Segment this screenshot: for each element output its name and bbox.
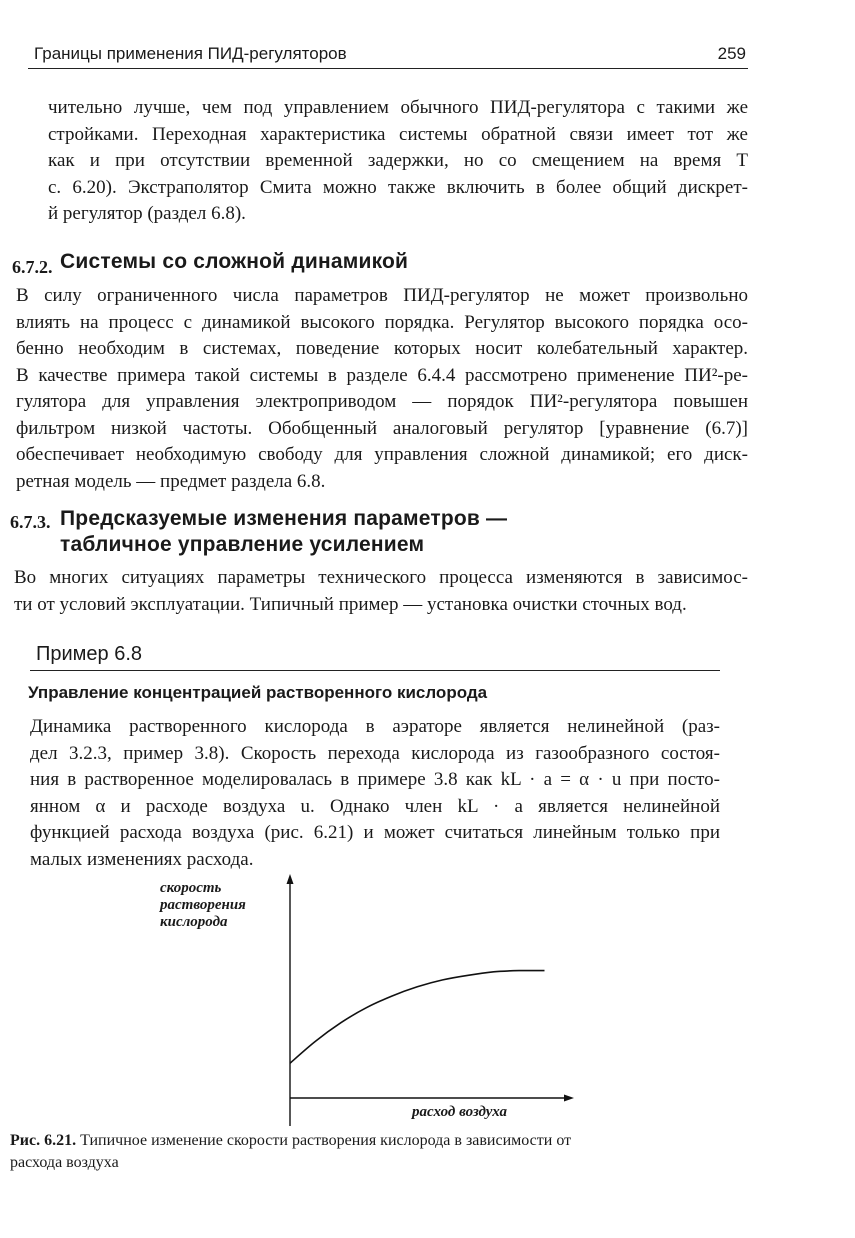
y-axis-label-line: растворения <box>160 897 246 913</box>
series-line <box>290 971 545 1064</box>
text-line: обеспечивает необходимую свободу для управления сложной динамикой; его диск- <box>16 444 748 465</box>
text-line: дел 3.2.3, пример 3.8). Скорость перехода кислорода из газообразного состоя- <box>30 742 720 764</box>
header-rule <box>28 68 748 69</box>
text-line: чительно лучше, чем под управлением обычного ПИД-регулятора с такими же <box>48 97 748 118</box>
text-line: стройками. Переходная характеристика системы обратной связи имеет тот же <box>48 123 748 145</box>
running-title: Границы применения ПИД-регуляторов <box>34 44 347 63</box>
example-subtitle: Управление концентрацией растворенного кислорода <box>28 683 488 702</box>
chart-y-axis-label <box>160 880 246 931</box>
y-axis-label-line: скорость <box>160 880 222 896</box>
running-head <box>34 44 746 68</box>
example-title: Пример 6.8 <box>36 643 143 665</box>
page-number: 259 <box>717 44 746 63</box>
example-rule <box>30 670 720 671</box>
section-number: 6.7.3. <box>10 512 51 532</box>
section-heading: Системы со сложной динамикой <box>60 250 409 273</box>
text-line: В качестве примера такой системы в разделе 6.4.4 рассмотрено применение ПИ²-ре- <box>16 364 748 386</box>
text-line: с. 6.20). Экстраполятор Смита можно также включить в более общий дискрет- <box>48 176 748 198</box>
text-line: как и при отсутствии временной задержки, но со смещением на время T <box>48 150 748 171</box>
y-axis-arrow <box>287 874 294 884</box>
section-heading-line-2: табличное управление усилением <box>60 533 425 556</box>
text-line: В силу ограниченного числа параметров ПИД-регулятор не может произвольно <box>16 285 748 306</box>
example-paragraph <box>30 714 720 873</box>
text-line: функцией расхода воздуха (рис. 6.21) и может считаться линейным только при <box>30 822 720 843</box>
section-number: 6.7.2. <box>12 257 53 277</box>
text-line: й регулятор (раздел 6.8). <box>48 203 246 224</box>
caption-text: Типичное изменение скорости растворения кислорода в зависимости от <box>80 1132 572 1149</box>
text-line: влиять на процесс с динамикой высокого порядка. Регулятор высокого порядка осо- <box>16 311 748 333</box>
section-heading: Предсказуемые изменения параметров — <box>60 507 508 530</box>
intro-paragraph <box>48 95 748 228</box>
chart-x-axis-label: расход воздуха <box>412 1104 508 1120</box>
y-axis-label-line: кислорода <box>160 914 228 930</box>
text-line: гулятора для управления электроприводом — порядок ПИ²-регулятора повышен <box>16 391 748 412</box>
text-line: янном α и расходе воздуха u. Однако член kL · a является нелинейной <box>30 795 720 817</box>
section-paragraph <box>14 565 748 618</box>
text-line: фильтром низкой частоты. Обобщенный аналоговый регулятор [уравнение (6.7)] <box>16 417 748 439</box>
x-axis-arrow <box>564 1095 574 1102</box>
text-line: малых изменениях расхода. <box>30 848 254 870</box>
text-line: ти от условий эксплуатации. Типичный пример — установка очистки сточных вод. <box>14 593 687 615</box>
text-line: ретная модель — предмет раздела 6.8. <box>16 470 326 492</box>
text-line: ния в растворенное моделировалась в примере 3.8 как kL · a = α · u при посто- <box>30 769 720 790</box>
text-line: Во многих ситуациях параметры технического процесса изменяются в зависимос- <box>14 567 748 588</box>
figure-caption <box>10 1130 722 1174</box>
caption-line <box>10 1130 722 1152</box>
section-paragraph <box>16 283 748 495</box>
text-line: Динамика растворенного кислорода в аэраторе является нелинейной (раз- <box>30 716 720 737</box>
text-line: бенно необходим в системах, поведение которых носит колебательный характер. <box>16 338 748 359</box>
caption-line: расхода воздуха <box>10 1154 119 1171</box>
caption-label: Рис. 6.21. <box>10 1132 77 1149</box>
chart-plot-area <box>280 870 580 1130</box>
